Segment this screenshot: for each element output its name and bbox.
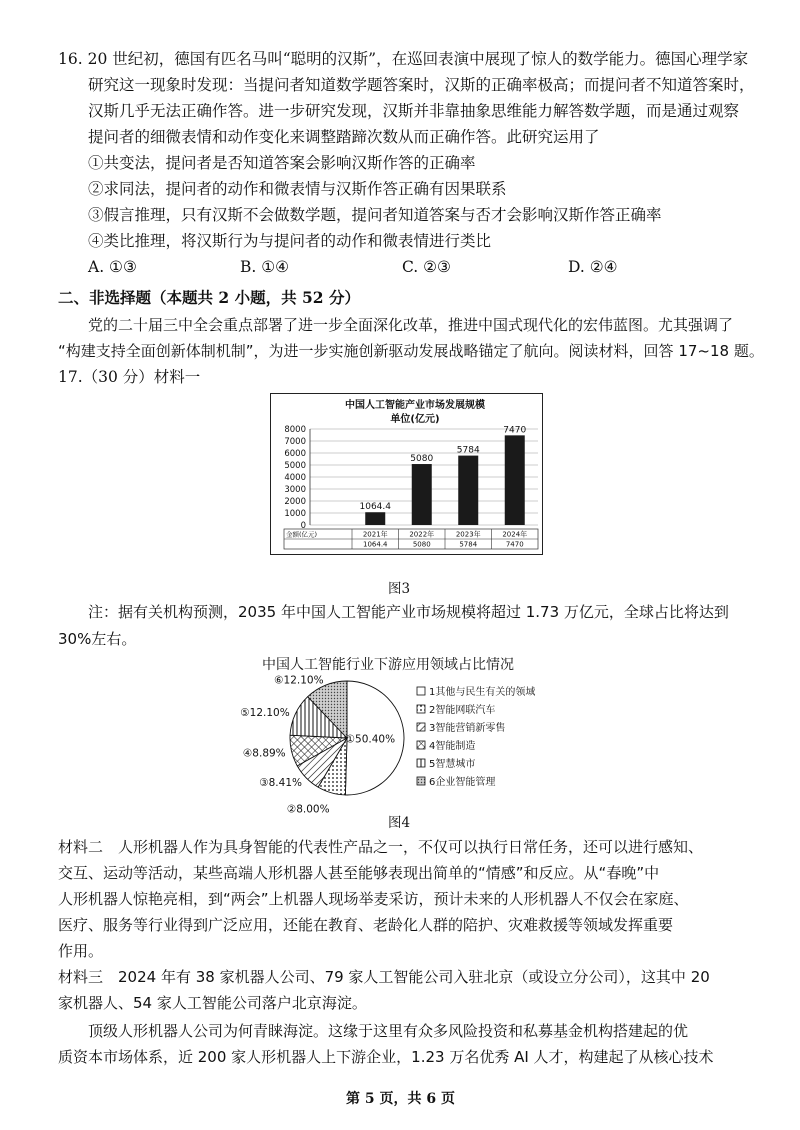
section-intro-1: 党的二十届三中全会重点部署了进一步全面深化改革，推进中国式现代化的宏伟蓝图。尤其强调了 [88,316,734,334]
pie-legend-swatch [417,759,425,767]
material2-line-2: 交互、运动等活动，某些高端人形机器人甚至能够表现出简单的“情感”和反应。从“春晚”中 [58,864,660,882]
bar-value-label: 1064.4 [359,502,391,513]
q17-heading: 17.（30 分）材料一 [58,368,201,386]
pie-slice-label: ④8.89% [242,747,286,760]
q16-line-2: 研究这一现象时发现：当提问者知道数学题答案时，汉斯的正确率极高；而提问者不知道答案时， [88,76,755,94]
bar-2022年 [412,464,432,525]
pie-legend-swatch [417,777,425,785]
material2-line-3: 人形机器人惊艳亮相，到“两会”上机器人现场举麦采访，预计未来的人形机器人不仅会在家庭、 [58,890,689,908]
bar-chart-y-tick: 2000 [284,497,306,507]
bar-chart-category-label: 2024年 [502,530,528,539]
section-intro-2: “构建支持全面创新体制机制”，为进一步实施创新驱动发展战略锚定了航向。阅读材料，回答 17~18 题。 [58,342,764,360]
q16-statement-3: ③假言推理，只有汉斯不会做数学题，提问者知道答案与否才会影响汉斯作答正确率 [88,206,662,224]
material3-line-4: 质资本市场体系，近 200 家人形机器人上下游企业，1.23 万名优秀 AI 人才，构建起了从核心技术 [58,1048,714,1066]
q16-option-b: B. ①④ [240,258,290,276]
bar-chart-y-tick: 8000 [284,425,306,435]
bar-value-label: 5080 [410,454,434,465]
pie-chart-title: 中国人工智能行业下游应用领域占比情况 [262,657,514,673]
bar-chart-title: 中国人工智能产业市场发展规模 [345,400,485,411]
bar-chart-table-value: 5080 [412,540,431,549]
note-line-2: 30%左右。 [58,630,137,648]
page-number: 第 5 页，共 6 页 [346,1091,455,1107]
pie-legend-label: 4智能制造 [429,741,476,752]
q16-statement-2: ②求同法，提问者的动作和微表情与汉斯作答正确有因果联系 [88,180,507,198]
q16-line-3: 汉斯几乎无法正确作答。进一步研究发现，汉斯并非靠抽象思维能力解答数学题，而是通过观察 [88,102,740,120]
pie-legend-label: 1其他与民生有关的领域 [429,687,536,698]
material2-line-1: 材料二 人形机器人作为具身智能的代表性产品之一，不仅可以执行日常任务，还可以进行感知、 [58,838,704,856]
q16-line-4: 提问者的细微表情和动作变化来调整踏蹄次数从而正确作答。此研究运用了 [88,128,600,146]
ai-application-pie-chart [240,674,536,816]
q16-statement-1: ①共变法，提问者是否知道答案会影响汉斯作答的正确率 [88,154,476,172]
figure-3-caption: 图3 [388,581,411,597]
pie-legend-swatch [417,723,425,731]
bar-chart-category-label: 2021年 [362,530,388,539]
market-size-bar-chart [270,393,543,555]
bar-chart-category-label: 2022年 [409,530,435,539]
pie-slice-label: ①50.40% [345,733,396,746]
pie-legend-swatch [417,741,425,749]
bar-value-label: 5784 [456,445,480,456]
material3-line-3: 顶级人形机器人公司为何青睐海淀。这缘于这里有众多风险投资和私募基金机构搭建起的优 [88,1022,689,1040]
bar-chart-y-tick: 6000 [284,449,306,459]
q16-statement-4: ④类比推理，将汉斯行为与提问者的动作和微表情进行类比 [88,232,492,250]
material2-line-5: 作用。 [58,942,104,960]
figure-4-caption: 图4 [388,815,411,831]
section-title: 二、非选择题（本题共 2 小题，共 52 分） [58,288,360,307]
q16-option-d: D. ②④ [568,258,618,276]
bar-chart-y-tick: 4000 [284,473,306,483]
bar-value-label: 7470 [503,425,527,436]
pie-slice-label: ②8.00% [286,803,330,816]
bar-chart-y-tick: 7000 [284,437,306,447]
bar-chart-unit: 单位(亿元) [390,414,440,425]
bar-chart-y-tick: 1000 [284,509,306,519]
bar-chart-y-tick: 5000 [284,461,306,471]
pie-legend-label: 3智能营销新零售 [429,723,506,734]
bar-2021年 [365,512,385,525]
bar-chart-y-tick: 0 [300,521,306,531]
pie-legend-swatch [417,705,425,713]
material3-line-2: 家机器人、54 家人工智能公司落户北京海淀。 [58,994,367,1012]
bar-2024年 [505,435,525,525]
material3-line-1: 材料三 2024 年有 38 家机器人公司、79 家人工智能公司入驻北京（或设立分公司），这其中 20 [58,968,710,986]
q16-option-c: C. ②③ [402,258,451,276]
bar-2023年 [458,456,478,525]
bar-chart-table-header: 金额(亿元) [286,530,318,539]
pie-legend-label: 5智慧城市 [429,759,476,770]
bar-chart-table-value: 7470 [505,540,524,549]
pie-legend-label: 2智能网联汽车 [429,705,496,716]
pie-slice-label: ⑤12.10% [240,706,290,719]
bar-chart-y-tick: 3000 [284,485,306,495]
q16-option-a: A. ①③ [88,258,137,276]
bar-chart-table-value: 1064.4 [363,540,388,549]
q16-line-1: 16. 20 世纪初，德国有匹名马叫“聪明的汉斯”，在巡回表演中展现了惊人的数学能力。德国心理学家 [58,50,749,68]
bar-chart-table-value: 5784 [459,540,478,549]
pie-legend-swatch [417,687,425,695]
material2-line-4: 医疗、服务等行业得到广泛应用，还能在教育、老龄化人群的陪护、灾难救援等领域发挥重要 [58,916,674,934]
bar-chart-category-label: 2023年 [455,530,481,539]
pie-legend-label: 6企业智能管理 [429,777,496,788]
pie-slice-label: ③8.41% [259,777,302,790]
pie-slice-label: ⑥12.10% [274,674,324,687]
note-line-1: 注：据有关机构预测，2035 年中国人工智能产业市场规模将超过 1.73 万亿元，全球占比将达到 [88,603,729,621]
